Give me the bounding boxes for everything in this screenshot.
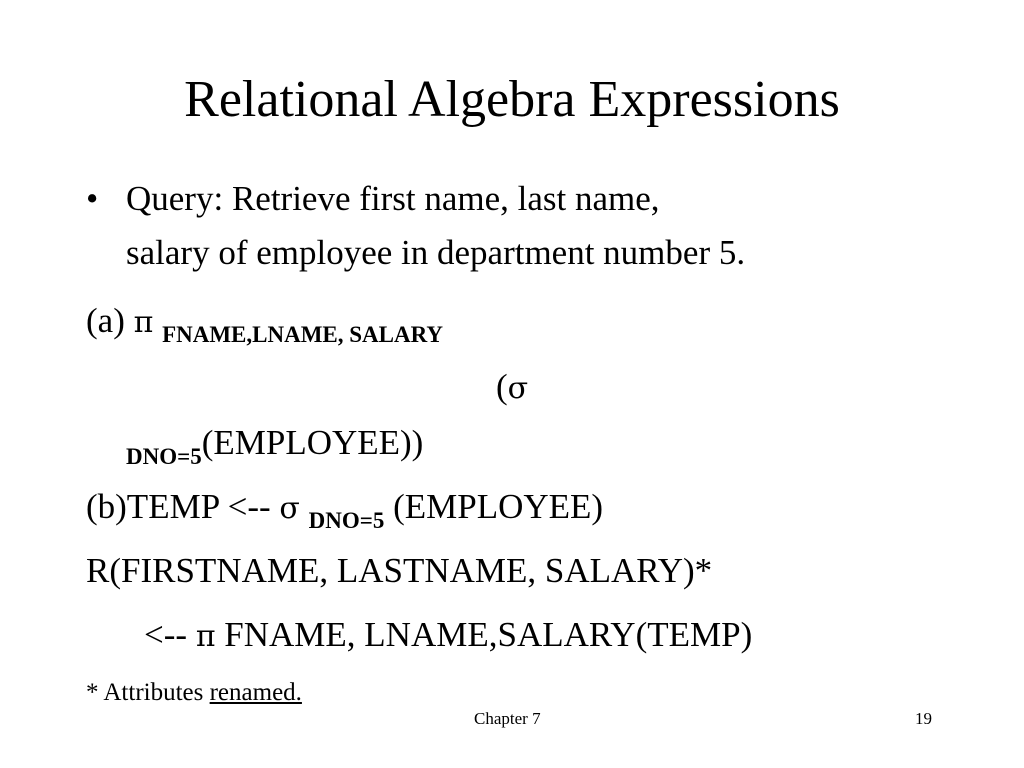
- query-line-1: Query: Retrieve first name, last name,: [126, 179, 660, 218]
- footnote-prefix: * Attributes: [86, 679, 204, 706]
- expression-b-prefix: (b)TEMP: [86, 487, 219, 526]
- pi-symbol: π: [133, 305, 154, 340]
- pi-subscript: FNAME,LNAME, SALARY: [162, 322, 444, 347]
- open-paren: (: [496, 367, 508, 406]
- assign-arrow: <--: [144, 615, 188, 654]
- assign-arrow: <--: [227, 487, 271, 526]
- footer-page-number: 19: [915, 709, 932, 728]
- rename-line: R(FIRSTNAME, LASTNAME, SALARY)*: [86, 551, 713, 590]
- query-line-2: salary of employee in department number 5.: [126, 233, 746, 272]
- employee-relation: (EMPLOYEE)): [201, 423, 424, 462]
- sigma-subscript: DNO=5: [126, 444, 202, 469]
- pi-symbol: π: [195, 619, 216, 654]
- expression-a-line-3: [126, 422, 423, 478]
- expression-b: [86, 486, 603, 542]
- footnote-underlined: renamed.: [209, 679, 302, 706]
- sigma-subscript: DNO=5: [308, 508, 385, 533]
- expression-a-label: (a): [86, 301, 125, 340]
- projection-expression: FNAME, LNAME,SALARY(TEMP): [224, 615, 753, 654]
- expression-a-line-2: [496, 366, 528, 410]
- expression-a-line-1: [86, 300, 443, 356]
- sigma-symbol: σ: [507, 371, 529, 406]
- sigma-symbol: σ: [279, 491, 300, 526]
- employee-relation: (EMPLOYEE): [393, 487, 604, 526]
- rename-expression: [144, 614, 752, 658]
- footnote: [86, 678, 302, 708]
- bullet-dot: •: [86, 179, 99, 218]
- footer-chapter: Chapter 7: [474, 709, 541, 728]
- slide-title: Relational Algebra Expressions: [184, 71, 840, 128]
